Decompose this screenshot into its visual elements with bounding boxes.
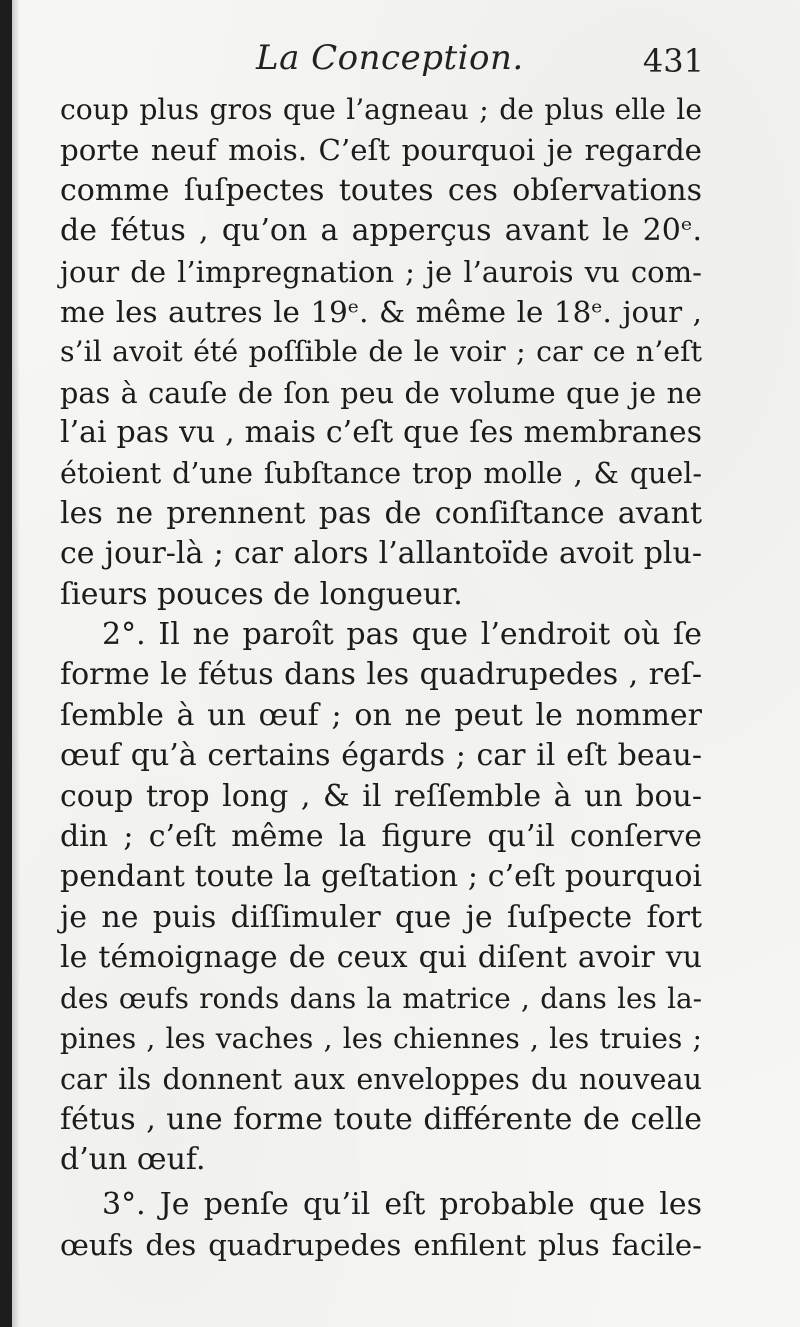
paragraph-3 [60, 1185, 702, 1266]
running-title: La Conception. [256, 38, 524, 78]
body-text [60, 90, 702, 1265]
text-line: forme le fétus dans les quadrupedes , reſ- [60, 657, 702, 693]
text-line: d’un œuf. [60, 1142, 206, 1178]
text-line: pendant toute la geſtation ; c’eſt pourquoi [60, 859, 702, 895]
text-line: 3°. Je penſe qu’il eſt probable que les [102, 1186, 702, 1222]
text-line: œuf qu’à certains égards ; car il eſt beau- [60, 738, 702, 774]
text-line: pas à cauſe de ſon peu de volume que je ne [60, 375, 702, 410]
scan-binding-edge [0, 0, 12, 1327]
text-line: ſemble à un œuf ; on ne peut le nommer [60, 697, 702, 733]
text-line: le témoignage de ceux qui diſent avoir vu [60, 940, 702, 976]
gutter-shadow [12, 0, 20, 1327]
paragraph-1 [60, 90, 702, 615]
page-header [58, 38, 708, 88]
text-line: je ne puis diſſimuler que je ſuſpecte fort [60, 899, 702, 935]
text-line: ſieurs pouces de longueur. [60, 576, 463, 612]
text-line: ce jour-là ; car alors l’allantoïde avoit plu- [60, 536, 702, 572]
text-line: car ils donnent aux enveloppes du nouveau [60, 1062, 702, 1097]
text-line: pines , les vaches , les chiennes , les truies ; [60, 1021, 702, 1055]
text-line: coup plus gros que l’agneau ; de plus elle le [60, 93, 702, 126]
text-line: fétus , une forme toute différente de celle [60, 1101, 702, 1137]
paragraph-2 [60, 615, 702, 1180]
text-line: de fétus , qu’on a apperçus avant le 20ᵉ. [60, 213, 702, 249]
text-line: les ne prennent pas de conſiſtance avant [60, 495, 702, 531]
text-line: œufs des quadrupedes enfilent plus facile- [60, 1227, 702, 1262]
text-line: coup trop long , & il reſſemble à un bou- [60, 778, 702, 814]
text-line: me les autres le 19ᵉ. & même le 18ᵉ. jour , [60, 294, 702, 329]
text-line: comme ſuſpectes toutes ces obſervations [60, 172, 702, 208]
text-line: din ; c’eſt même la figure qu’il conſerve [60, 819, 702, 855]
text-line: des œufs ronds dans la matrice , dans les la- [60, 981, 702, 1015]
text-line: s’il avoit été poſſible de le voir ; car ce n’eſt [60, 335, 702, 369]
text-line: porte neuf mois. C’eſt pourquoi je regarde [60, 133, 702, 168]
text-line: l’ai pas vu , mais c’eſt que ſes membranes [60, 415, 702, 451]
text-line: jour de l’impregnation ; je l’aurois vu com- [60, 254, 702, 289]
text-line: 2°. Il ne paroît pas que l’endroit où ſe [102, 617, 702, 653]
page-number: 431 [642, 42, 704, 80]
text-line: étoient d’une ſubſtance trop molle , & quel- [60, 456, 702, 490]
